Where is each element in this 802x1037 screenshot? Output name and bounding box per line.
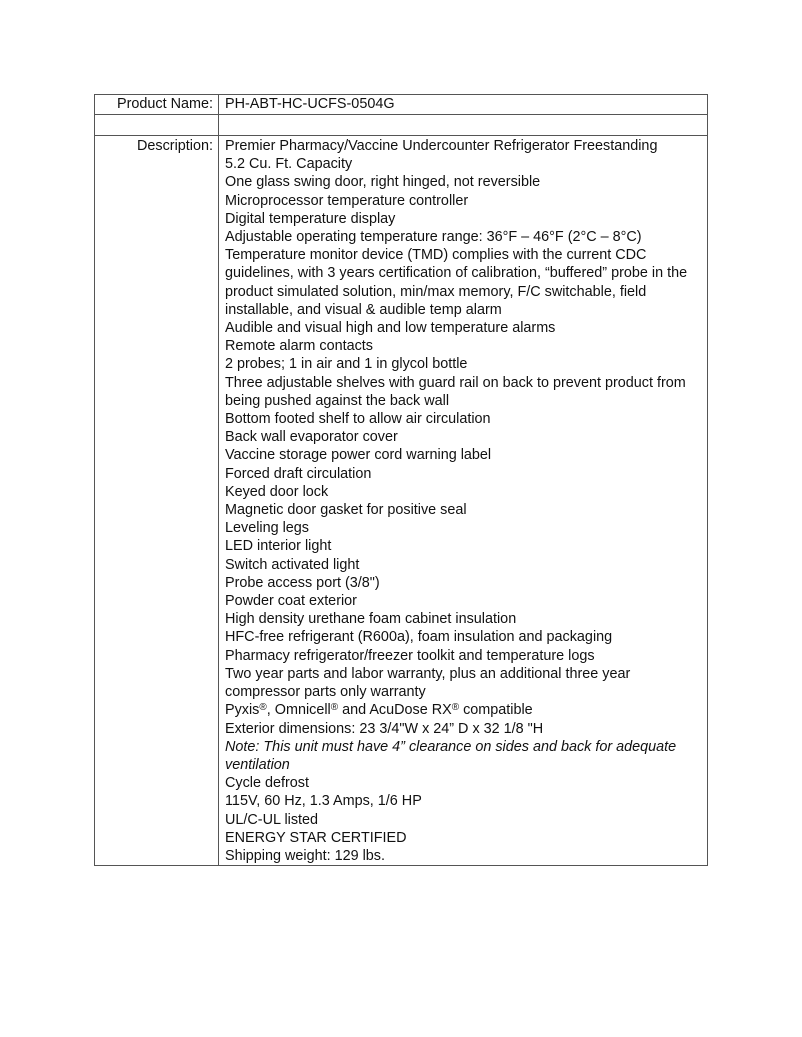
description-line: Digital temperature display — [225, 210, 396, 227]
omnicell-text: , Omnicell — [266, 702, 331, 719]
description-line: Premier Pharmacy/Vaccine Undercounter Refrigerator Freestanding — [225, 138, 658, 154]
description-list — [225, 137, 703, 701]
description-line: Probe access port (3/8") — [225, 574, 380, 591]
registered-mark: ® — [259, 702, 267, 714]
ventilation-note: Note: This unit must have 4” clearance on sides and back for adequate ventilation — [225, 738, 677, 773]
description-line: Temperature monitor device (TMD) complies with the current CDC guidelines, with 3 years certification of calibration, “buffered” probe in the product simulated solution, min/max memory, F/C switchable, field installable, and visual & audible temp alarm — [225, 247, 688, 318]
description-line: Shipping weight: 129 lbs. — [225, 847, 386, 864]
spacer-row — [95, 115, 708, 136]
description-line: One glass swing door, right hinged, not reversible — [225, 174, 541, 191]
description-line: ENERGY STAR CERTIFIED — [225, 829, 407, 846]
description-line: High density urethane foam cabinet insulation — [225, 611, 517, 628]
description-line: Magnetic door gasket for positive seal — [225, 502, 467, 519]
compatibility-line — [225, 701, 703, 719]
description-line: Exterior dimensions: 23 3/4"W x 24” D x 32 1/8 "H — [225, 720, 544, 737]
description-line: Adjustable operating temperature range: 36°F – 46°F (2°C – 8°C) — [225, 229, 642, 246]
acudose-text: and AcuDose RX — [338, 702, 452, 719]
spacer-cell-value — [219, 115, 708, 136]
description-line: Switch activated light — [225, 556, 360, 573]
compatible-text: compatible — [459, 702, 533, 719]
description-line: Keyed door lock — [225, 483, 329, 500]
description-line: Three adjustable shelves with guard rail on back to prevent product from being pushed against the back wall — [225, 374, 686, 409]
description-line: Cycle defrost — [225, 775, 309, 792]
description-line: Leveling legs — [225, 520, 310, 537]
description-line: Audible and visual high and low temperature alarms — [225, 320, 556, 337]
description-line: Bottom footed shelf to allow air circulation — [225, 411, 491, 428]
description-line: Forced draft circulation — [225, 465, 372, 482]
registered-mark: ® — [330, 702, 339, 714]
description-line: Microprocessor temperature controller — [225, 192, 469, 209]
product-name-row — [95, 95, 708, 115]
registered-mark: ® — [451, 702, 460, 714]
description-label: Description: — [95, 136, 219, 866]
description-line: LED interior light — [225, 538, 332, 555]
description-line: UL/C-UL listed — [225, 811, 319, 828]
description-line: Remote alarm contacts — [225, 338, 373, 355]
description-line: 2 probes; 1 in air and 1 in glycol bottle — [225, 356, 468, 373]
spacer-cell-label — [95, 115, 219, 136]
description-list-dimensions — [225, 720, 703, 738]
description-list-end — [225, 774, 703, 865]
product-spec-table — [94, 94, 708, 866]
product-name-label: Product Name: — [95, 95, 219, 115]
description-line: 5.2 Cu. Ft. Capacity — [225, 156, 353, 173]
description-row — [95, 136, 708, 866]
description-line: Two year parts and labor warranty, plus an additional three year compressor parts only warranty — [225, 665, 631, 701]
product-name-value: PH-ABT-HC-UCFS-0504G — [219, 95, 708, 115]
description-line: 115V, 60 Hz, 1.3 Amps, 1/6 HP — [225, 793, 422, 810]
description-line: Back wall evaporator cover — [225, 429, 398, 446]
description-value — [219, 136, 708, 866]
pyxis-text: Pyxis — [225, 702, 260, 719]
description-line: HFC-free refrigerant (R600a), foam insulation and packaging — [225, 629, 613, 646]
description-line: Pharmacy refrigerator/freezer toolkit and temperature logs — [225, 647, 595, 664]
description-line: Powder coat exterior — [225, 593, 357, 610]
description-line: Vaccine storage power cord warning label — [225, 447, 492, 464]
